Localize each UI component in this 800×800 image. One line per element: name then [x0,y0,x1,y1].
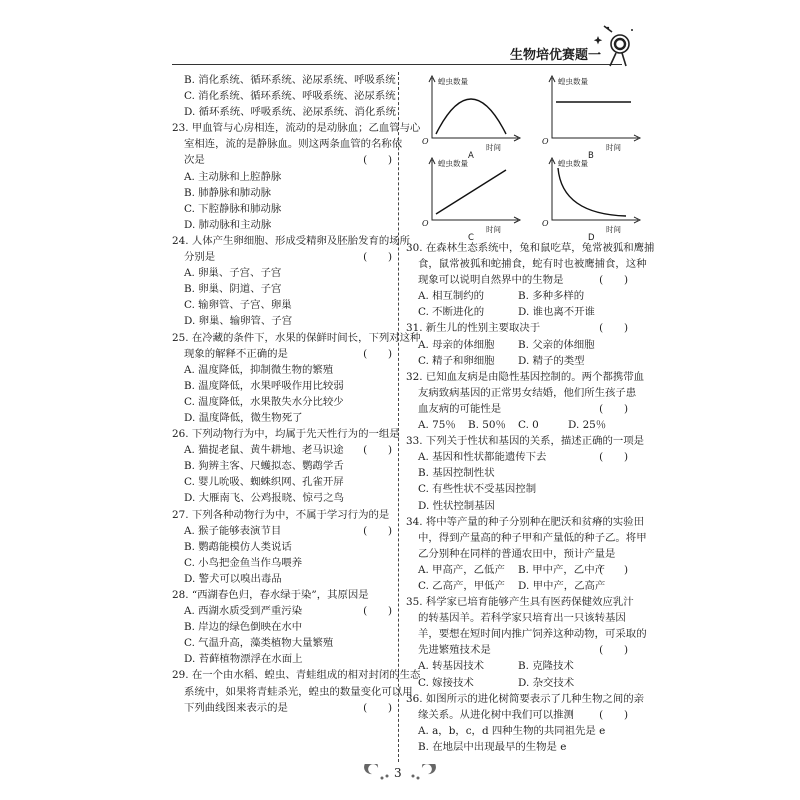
question-line [406,691,645,707]
question-text: 分别是 [184,251,216,264]
question-text: 现象的解释不正确的是 [184,347,288,360]
answer-blank: ( ) [599,708,628,721]
question-continuation [406,610,628,626]
right-column [406,72,655,755]
origin-label: O [542,219,549,228]
option-text: D. 性状控制基因 [418,499,495,512]
question-continuation [172,700,392,716]
option-text: A. 甲高产，乙低产 [418,563,505,576]
question-continuation [172,152,392,168]
option-text: A. 主动脉和上腔静脉 [184,170,282,183]
question-text: 34. 将中等产量的种子分别种在肥沃和贫瘠的实验田 [406,515,645,528]
option-text: B. 在地层中出现最早的生物是 e [418,740,567,753]
answer-option [172,490,392,506]
question-line [172,426,400,442]
option-text: D. 25％ [568,419,607,432]
option-text: B. 基因控制性状 [418,467,495,480]
answer-option [172,88,396,104]
option-text: A. 母亲的体细胞 [418,338,495,351]
option-text: D. 精子的类型 [518,354,585,367]
option-text: B. 鹦鹉能模仿人类说话 [184,540,292,553]
graph-panel [422,156,526,243]
question-line [172,120,421,136]
answer-blank: ( ) [599,402,628,415]
answer-option [172,458,392,474]
question-text: 32. 已知血友病是由隐性基因控制的。两个都携带血 [406,370,645,383]
question-continuation [406,626,647,642]
option-text: B. 克隆技术 [518,660,574,673]
answer-option [172,394,392,410]
answer-blank: ( ) [363,154,392,167]
answer-option [172,362,392,378]
page-number: 3 [394,766,402,780]
question-text: 24. 人体产生卵细胞、形成受精卵及胚胎发育的场所 [172,234,411,247]
question-continuation [172,346,392,362]
header-rule [172,64,622,65]
question-text: 30. 在森林生态系统中，兔和鼠吃草，兔常被狐和鹰捕 [406,242,655,254]
option-text: C. 小鸟把金鱼当作乌喂养 [184,556,303,569]
page-number-ornament [360,764,440,784]
option-text: D. 温度降低，微生物死了 [184,411,303,424]
answer-option [172,442,392,458]
option-text: B. 狗辨主客、尺蠖拟态、鹦鹉学舌 [184,460,344,473]
answer-option [172,378,392,394]
answer-option-row [406,304,628,320]
answer-blank: ( ) [599,322,628,335]
locust-graphs [406,72,628,243]
answer-option [172,523,392,539]
question-text: 血友病的可能性是 [418,402,502,415]
option-text: D. 甲中产，乙高产 [518,579,606,592]
option-text: B. 卵巢、阴道、子宫 [184,283,282,296]
option-text: B. 50％ [468,419,506,432]
answer-option [172,539,392,555]
right-column-text [406,240,655,755]
answer-option [406,739,628,755]
answer-option [172,297,392,313]
origin-label: O [422,219,429,228]
question-line [172,667,421,683]
population-curve [558,168,626,216]
question-line [406,433,645,449]
option-text: A. 西湖水质受到严重污染 [184,605,303,618]
option-text: C. 婴儿吮吸、蜘蛛织网、孔雀开屏 [184,476,344,489]
question-text: 33. 下列关于性状和基因的关系，描述正确的一项是 [406,435,645,448]
answer-option [172,281,392,297]
option-text: C. 输卵管、子宫、卵巢 [184,299,292,312]
option-text: D. 谁也离不开谁 [518,306,595,319]
answer-option [172,651,392,667]
answer-option [172,474,392,490]
question-text: 食，鼠常被狐和蛇捕食，蛇有时也被鹰捕食，这种 [418,258,647,271]
option-text: A. 基因和性状都能遗传下去 [418,451,547,464]
option-text: B. 岸边的绿色倒映在水中 [184,621,303,634]
question-text: 28. “西湖春色归，春水绿于染”，其原因是 [172,589,369,601]
option-text: B. 多种多样的 [518,290,585,303]
answer-option [172,185,392,201]
answer-option [172,410,392,426]
question-text: 36. 如图所示的进化树简要表示了几种生物之间的亲 [406,692,645,705]
graph-panel [422,74,526,161]
option-text: C. 嫁接技术 [418,676,474,689]
option-text: D. 肺动脉和主动脉 [184,218,272,231]
question-continuation [172,684,413,700]
answer-option [406,481,628,497]
x-axis-label: 时间 [486,143,501,152]
x-axis-label: 时间 [606,225,621,234]
question-line [406,514,645,530]
question-line [172,233,411,249]
question-text: 羊，要想在短时间内推广饲养这种动物，可采取的 [418,628,647,641]
option-text: D. 卵巢、输卵管、子宫 [184,315,293,328]
answer-blank: ( ) [363,347,392,360]
x-axis-label: 时间 [486,225,501,234]
option-text: B. 肺静脉和肺动脉 [184,186,271,199]
question-continuation [406,401,628,417]
option-text: A. a，b，c，d 四种生物的共同祖先是 e [418,724,606,737]
question-continuation [406,272,628,288]
question-text: 下列曲线图来表示的是 [184,701,288,714]
answer-option [172,201,392,217]
page-title: 生物培优赛题一 [510,48,602,63]
question-text: 25. 在冷藏的条件下，水果的保鲜时间长，下列对这种 [172,331,421,344]
option-text: C. 气温升高，藻类植物大量繁殖 [184,637,334,650]
option-text: A. 转基因技术 [418,660,485,673]
y-axis-label: 蝗虫数量 [438,77,468,86]
telescope-icon [590,22,638,70]
y-axis-label: 蝗虫数量 [558,77,588,86]
option-text: C. 乙高产，甲低产 [418,579,505,592]
question-text: 系统中，如果将青蛙杀光，蝗虫的数量变化可以用 [184,685,413,698]
question-text: 先进繁殖技术是 [418,644,491,657]
option-text: D. 循环系统、呼吸系统、泌尿系统、消化系统 [184,106,396,119]
question-line [406,320,628,336]
question-continuation [406,256,647,272]
question-text: 友病致病基因的正常男女结婚，他们所生孩子患 [418,386,637,399]
answer-blank: ( ) [599,274,628,287]
question-line [406,594,634,610]
option-text: B. 父亲的体细胞 [518,338,595,351]
question-text: 乙分别种在同样的普通农田中，预计产量是 [418,547,616,560]
answer-option-row [406,288,628,304]
answer-option [172,571,392,587]
graph-label: D [588,233,595,243]
question-text: 室相连，流的是静脉血。则这两条血管的名称依 [184,138,403,151]
option-text: A. 相互制约的 [418,290,485,303]
answer-option-row [406,675,628,691]
graph-panel [542,156,646,243]
answer-option [172,217,392,233]
option-text: A. 卵巢、子宫、子宫 [184,267,282,280]
question-continuation [406,385,637,401]
answer-blank: ( ) [599,644,628,657]
option-text: A. 75％ [418,419,456,432]
answer-blank: ( ) [599,563,628,576]
option-text: C. 消化系统、循环系统、呼吸系统、泌尿系统 [184,90,396,103]
option-text: C. 精子和卵细胞 [418,354,495,367]
option-text: C. 0 [518,419,539,432]
option-text: A. 温度降低，抑制微生物的繁殖 [184,363,334,376]
answer-option [406,723,628,739]
option-text: C. 下腔静脉和肺动脉 [184,202,282,215]
question-continuation [172,249,392,265]
option-text: D. 杂交技术 [518,676,575,689]
answer-blank: ( ) [363,605,392,618]
question-text: 中，得到产量高的种子甲和产量低的种子乙。将甲 [418,531,647,544]
origin-label: O [422,137,429,146]
option-text: B. 甲中产，乙中产 [518,563,605,576]
option-text: D. 大雁南飞、公鸡报晓、惊弓之鸟 [184,492,345,505]
question-text: 35. 科学家已培育能够产生具有医药保健效应乳汁 [406,596,634,609]
question-text: 23. 甲血管与心房相连，流动的是动脉血；乙血管与心 [172,122,421,135]
answer-option [406,498,628,514]
question-text: 26. 下列动物行为中，均属于先天性行为的一组是 [172,428,400,441]
option-text: C. 温度降低，水果散失水分比较少 [184,395,344,408]
origin-label: O [542,137,549,146]
y-axis-label: 蝗虫数量 [438,159,468,168]
option-text: D. 警犬可以嗅出毒品 [184,572,282,585]
answer-option-row [406,417,628,433]
answer-option [172,169,392,185]
option-text: C. 不断进化的 [418,306,485,319]
answer-option [406,449,628,465]
question-continuation [406,707,628,723]
graph-label: A [468,151,474,161]
population-curve [436,99,506,134]
x-axis-label: 时间 [606,143,621,152]
option-text: C. 有些性状不受基因控制 [418,483,537,496]
question-text: 27. 下列各种动物行为中，不属于学习行为的是 [172,508,390,521]
option-text: B. 消化系统、循环系统、泌尿系统、呼吸系统 [184,74,396,86]
question-continuation [406,642,628,658]
option-text: A. 猴子能够表演节目 [184,524,282,537]
question-text: 31. 新生儿的性别主要取决于 [406,322,541,335]
answer-blank: ( ) [363,701,392,714]
question-text: 次是 [184,154,205,167]
answer-option [172,555,392,571]
graph-label: C [468,233,474,243]
answer-blank: ( ) [363,251,392,264]
population-curve [436,170,506,214]
answer-option [172,72,396,88]
answer-option-row [406,562,628,578]
answer-option-row [406,578,628,594]
question-continuation [406,530,647,546]
graph-panel [542,74,646,161]
question-text: 现象可以说明自然界中的生物是 [418,274,564,287]
question-text: 29. 在一个由水稻、蝗虫、青蛙组成的相对封闭的生态 [172,669,421,682]
question-text: 缘关系。从进化树中我们可以推测 [418,708,574,721]
question-line [172,330,421,346]
question-text: 的转基因羊。若科学家只培育出一只该转基因 [418,612,626,625]
answer-blank: ( ) [599,451,628,464]
column-divider [398,72,399,762]
left-column [172,72,421,716]
answer-blank: ( ) [363,524,392,537]
answer-option-row [406,353,628,369]
answer-option [172,313,392,329]
option-text: A. 猫捉老鼠、黄牛耕地、老马识途 [184,444,344,457]
graph-label: B [588,151,594,161]
answer-blank: ( ) [363,444,392,457]
answer-option [172,619,392,635]
option-text: D. 苔藓植物漂浮在水面上 [184,653,303,666]
option-text: B. 温度降低，水果呼吸作用比较弱 [184,379,344,392]
answer-option [172,603,392,619]
answer-option [172,265,392,281]
answer-option [172,104,396,120]
question-line [172,507,392,523]
question-line [406,369,645,385]
answer-option-row [406,658,628,674]
y-axis-label: 蝗虫数量 [558,159,588,168]
answer-option-row [406,337,628,353]
question-continuation [172,136,403,152]
answer-option [406,465,628,481]
answer-option [172,635,392,651]
